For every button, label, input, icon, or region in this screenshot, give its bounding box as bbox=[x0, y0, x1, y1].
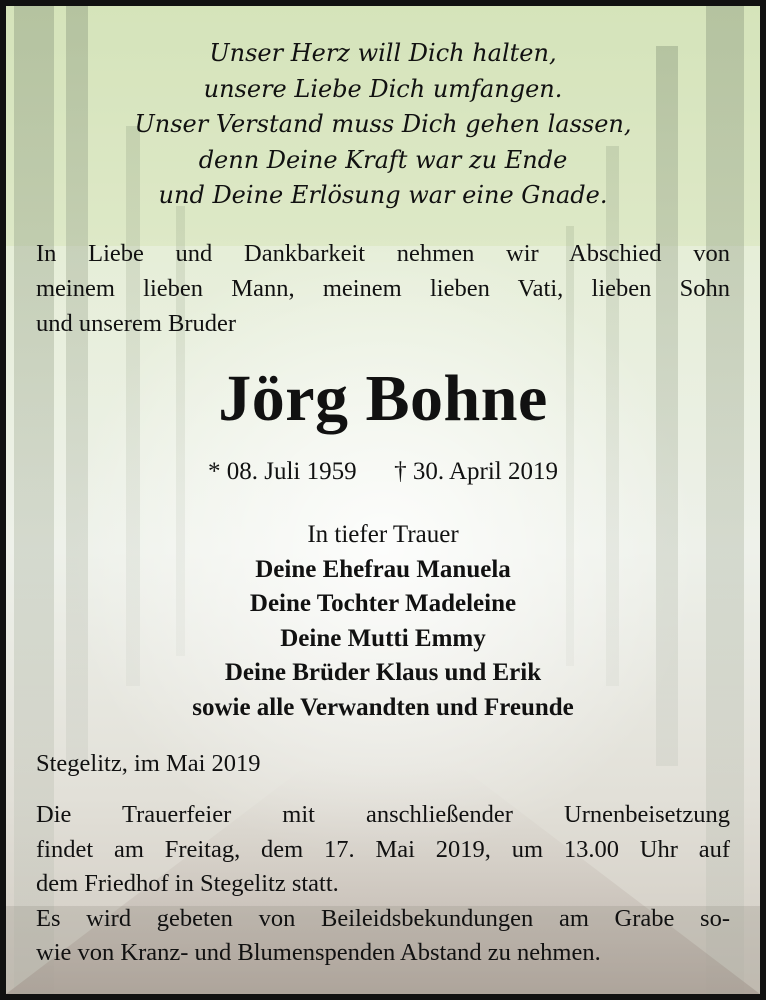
poem-line: denn Deine Kraft war zu Ende bbox=[198, 145, 568, 174]
mourners-block bbox=[36, 518, 730, 725]
poem-line: Unser Verstand muss Dich gehen lassen, bbox=[134, 110, 632, 138]
poem-line: und Deine Erlösung war eine Gnade. bbox=[158, 181, 608, 209]
place-date: Stegelitz, im Mai 2019 bbox=[36, 750, 261, 777]
death-date: † 30. April 2019 bbox=[394, 458, 559, 485]
notice-line: Die Trauerfeier mit anschließender Urnenbeisetzung bbox=[36, 801, 730, 828]
mourner: Deine Brüder Klaus und Erik bbox=[224, 659, 542, 686]
notice-line: findet am Freitag, dem 17. Mai 2019, um 13.00 Uhr auf bbox=[36, 835, 730, 863]
mourner: sowie alle Verwandten und Freunde bbox=[192, 693, 574, 721]
notice-line: Es wird gebeten von Beileidsbekundungen am Grabe so- bbox=[36, 904, 730, 932]
birth-date: * 08. Juli 1959 bbox=[207, 458, 357, 485]
intro-line: und unserem Bruder bbox=[36, 310, 237, 337]
mourner: Deine Ehefrau Manuela bbox=[255, 555, 511, 583]
mourners-intro: In tiefer Trauer bbox=[307, 521, 459, 548]
poem-line: Unser Herz will Dich halten, bbox=[209, 39, 557, 67]
intro-line: In Liebe und Dankbarkeit nehmen wir Abschied von bbox=[36, 240, 730, 267]
poem-line: unsere Liebe Dich umfangen. bbox=[203, 74, 563, 103]
life-dates bbox=[36, 456, 730, 488]
funeral-notice bbox=[36, 798, 730, 971]
intro-line: meinem lieben Mann, meinem lieben Vati, lieben Sohn bbox=[36, 275, 730, 302]
notice-line: wie von Kranz- und Blumenspenden Abstand zu nehmen. bbox=[36, 939, 601, 966]
poem bbox=[36, 36, 730, 214]
mourner: Deine Mutti Emmy bbox=[280, 624, 486, 652]
deceased-name: Jörg Bohne bbox=[218, 362, 548, 435]
intro-paragraph bbox=[36, 236, 730, 341]
notice-line: dem Friedhof in Stegelitz statt. bbox=[36, 870, 339, 897]
mourner: Deine Tochter Madeleine bbox=[249, 590, 517, 617]
